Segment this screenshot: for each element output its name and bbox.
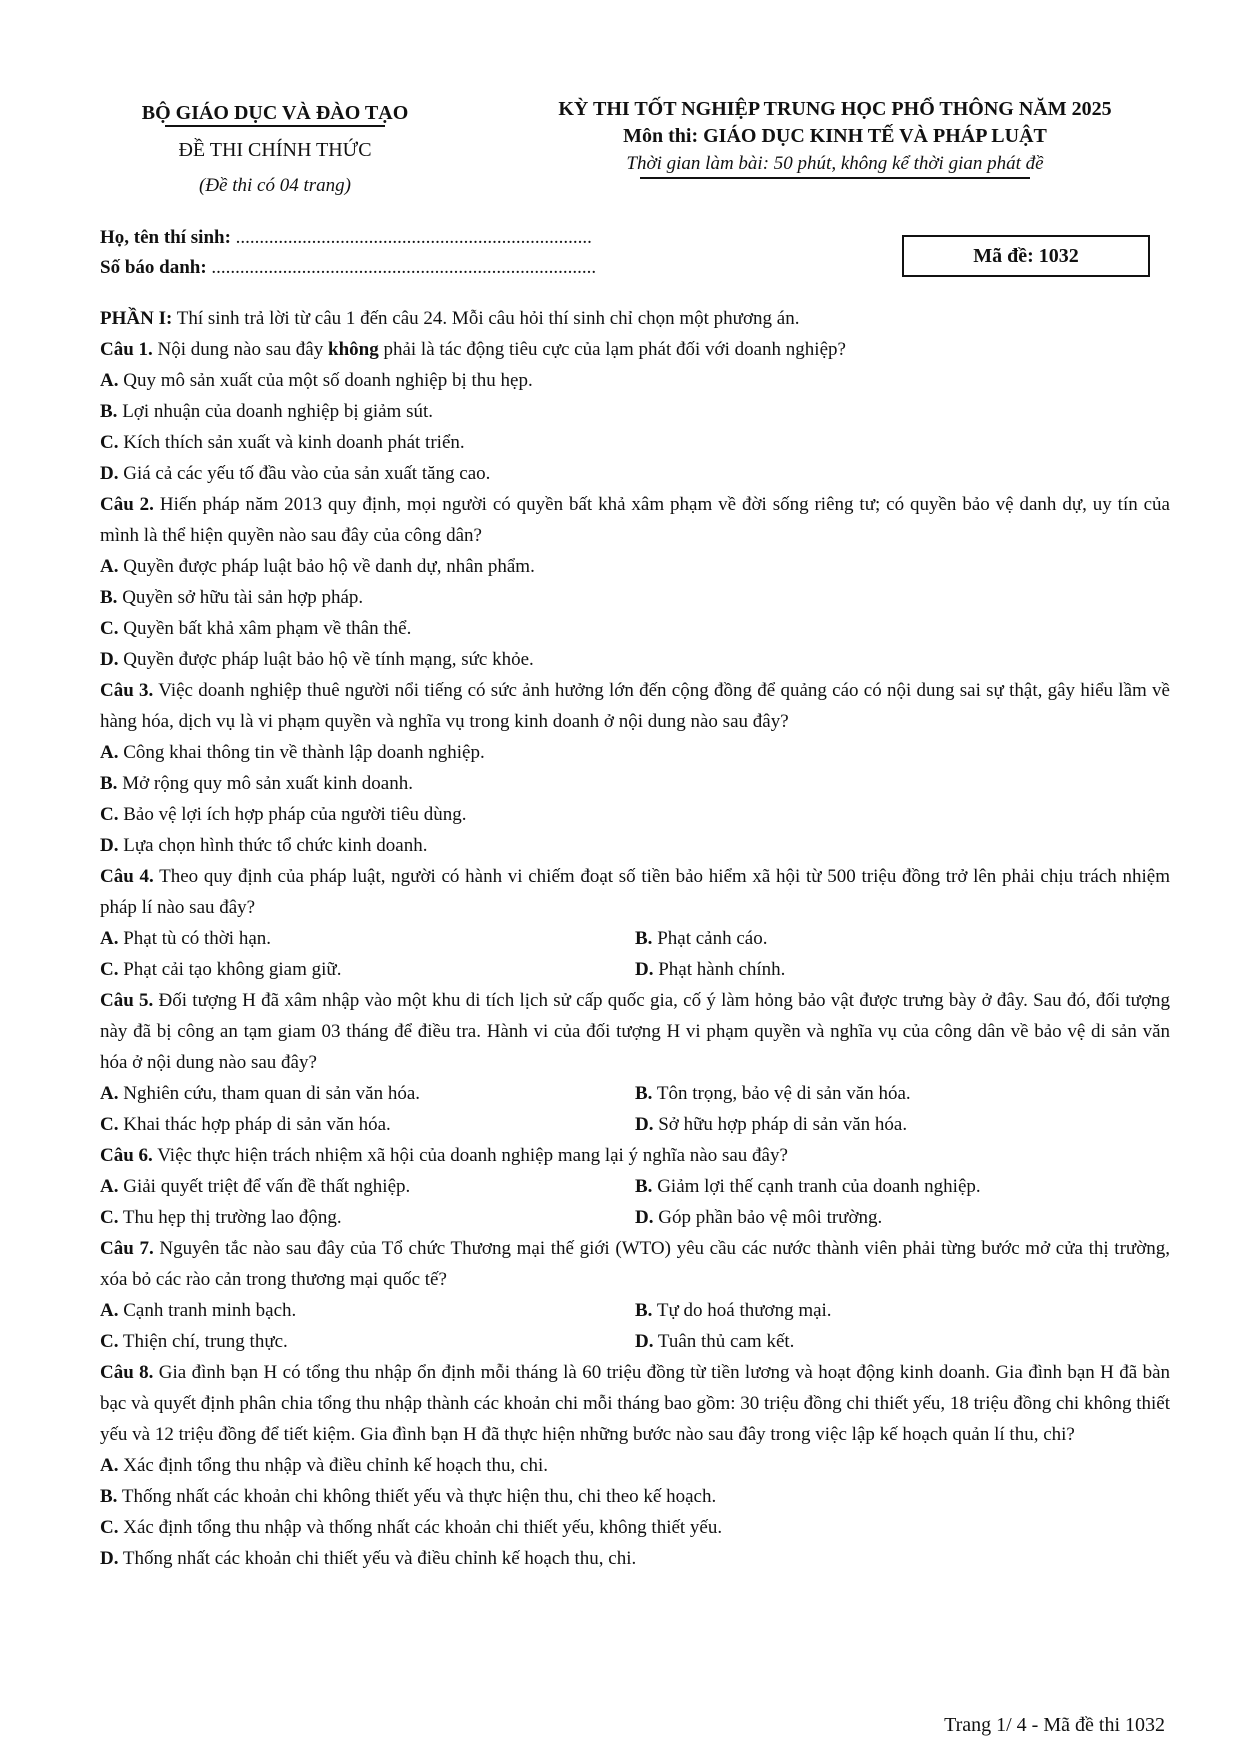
option-text: Xác định tổng thu nhập và điều chỉnh kế hoạch thu, chi. bbox=[123, 1455, 548, 1476]
question-6 bbox=[100, 1140, 1170, 1171]
option-text: Thiện chí, trung thực. bbox=[122, 1331, 288, 1352]
page-count-note: (Đề thi có 04 trang) bbox=[199, 174, 351, 196]
option bbox=[635, 1295, 1170, 1326]
question-label: Câu 2. bbox=[100, 494, 154, 515]
question-text: Gia đình bạn H có tổng thu nhập ổn định mỗi tháng là 60 triệu đồng từ tiền lương và hoạt động kinh doanh. Gia đình bạn H đã bàn bạc và quyết định phân chia tổng thu nhập thành các khoản chi mỗi tháng bao gồm: 30 triệu đồng chi thiết yếu, 18 triệu đồng chi không thiết yếu và 12 triệu đồng để tiết kiệm. Gia đình bạn H đã thực hiện những bước nào sau đây trong việc lập kế hoạch quản lí thu, chi? bbox=[100, 1362, 1170, 1445]
option-text: Giảm lợi thế cạnh tranh của doanh nghiệp. bbox=[657, 1176, 981, 1197]
candidate-id-label: Số báo danh: bbox=[100, 257, 207, 278]
option-row bbox=[100, 1078, 1170, 1109]
option bbox=[100, 396, 1170, 427]
option-letter: B. bbox=[100, 1486, 118, 1507]
option-text: Tự do hoá thương mại. bbox=[656, 1300, 832, 1321]
option-text: Quyền được pháp luật bảo hộ về tính mạng, sức khỏe. bbox=[123, 649, 534, 670]
option-text: Quyền sở hữu tài sản hợp pháp. bbox=[122, 587, 364, 608]
question-text: Nguyên tắc nào sau đây của Tổ chức Thương mại thế giới (WTO) yêu cầu các nước thành viên phải từng bước mở cửa thị trường, xóa bỏ các rào cản trong thương mại quốc tế? bbox=[100, 1238, 1171, 1290]
option-letter: A. bbox=[100, 1176, 119, 1197]
question-label: Câu 6. bbox=[100, 1145, 153, 1166]
question-text: phải là tác động tiêu cực của lạm phát đối với doanh nghiệp? bbox=[383, 339, 846, 360]
question-1 bbox=[100, 334, 1170, 365]
option bbox=[100, 1171, 635, 1202]
option bbox=[100, 551, 1170, 582]
exam-duration: Thời gian làm bài: 50 phút, không kể thời gian phát đề bbox=[626, 153, 1044, 174]
candidate-info bbox=[100, 223, 596, 283]
option bbox=[100, 1326, 635, 1357]
option bbox=[100, 1481, 1170, 1512]
exam-subject: Môn thi: GIÁO DỤC KINH TẾ VÀ PHÁP LUẬT bbox=[623, 125, 1047, 147]
exam-title: KỲ THI TỐT NGHIỆP TRUNG HỌC PHỔ THÔNG NĂM 2025 bbox=[558, 98, 1112, 120]
option-letter: C. bbox=[100, 432, 119, 453]
option-row bbox=[100, 1109, 1170, 1140]
option bbox=[100, 1512, 1170, 1543]
option-text: Nghiên cứu, tham quan di sản văn hóa. bbox=[123, 1083, 421, 1104]
option bbox=[100, 1202, 635, 1233]
option-letter: C. bbox=[100, 959, 119, 980]
option-row bbox=[100, 954, 1170, 985]
question-label: Câu 8. bbox=[100, 1362, 154, 1383]
option-text: Phạt hành chính. bbox=[658, 959, 786, 980]
candidate-name-field: ........................................................................... bbox=[235, 227, 592, 248]
option-text: Góp phần bảo vệ môi trường. bbox=[658, 1207, 883, 1228]
option-text: Tuân thủ cam kết. bbox=[657, 1331, 795, 1352]
option-text: Phạt cảnh cáo. bbox=[657, 928, 768, 949]
option bbox=[100, 644, 1170, 675]
option bbox=[100, 1295, 635, 1326]
option-letter: C. bbox=[100, 1517, 119, 1538]
option-letter: A. bbox=[100, 370, 119, 391]
option-text: Kích thích sản xuất và kinh doanh phát triển. bbox=[123, 432, 465, 453]
option bbox=[635, 1078, 1170, 1109]
header-left bbox=[100, 96, 450, 203]
option-text: Phạt cải tạo không giam giữ. bbox=[123, 959, 342, 980]
option bbox=[100, 365, 1170, 396]
option-text: Xác định tổng thu nhập và thống nhất các khoản chi thiết yếu, không thiết yếu. bbox=[123, 1517, 723, 1538]
question-emphasis: không bbox=[328, 339, 379, 360]
option bbox=[635, 923, 1170, 954]
candidate-name-label: Họ, tên thí sinh: bbox=[100, 227, 231, 248]
option bbox=[635, 954, 1170, 985]
candidate-name-row bbox=[100, 223, 596, 253]
option-letter: B. bbox=[100, 401, 118, 422]
option bbox=[635, 1109, 1170, 1140]
option bbox=[100, 923, 635, 954]
option-letter: A. bbox=[100, 928, 119, 949]
part-text: Thí sinh trả lời từ câu 1 đến câu 24. Mỗi câu hỏi thí sinh chỉ chọn một phương án. bbox=[176, 308, 800, 329]
option-text: Giải quyết triệt để vấn đề thất nghiệp. bbox=[123, 1176, 411, 1197]
option-row bbox=[100, 1202, 1170, 1233]
option-letter: C. bbox=[100, 1114, 119, 1135]
option-letter: B. bbox=[100, 773, 118, 794]
question-text: Hiến pháp năm 2013 quy định, mọi người có quyền bất khả xâm phạm về đời sống riêng tư; có quyền bảo vệ danh dự, uy tín của mình là thể hiện quyền nào sau đây của công dân? bbox=[100, 494, 1170, 546]
option-text: Lựa chọn hình thức tổ chức kinh doanh. bbox=[123, 835, 428, 856]
option bbox=[635, 1326, 1170, 1357]
option-text: Lợi nhuận của doanh nghiệp bị giảm sút. bbox=[122, 401, 434, 422]
option-row bbox=[100, 1295, 1170, 1326]
option bbox=[100, 1543, 1170, 1574]
option-text: Sở hữu hợp pháp di sản văn hóa. bbox=[658, 1114, 908, 1135]
question-3 bbox=[100, 675, 1170, 737]
option-letter: D. bbox=[635, 1207, 654, 1228]
option-letter: D. bbox=[100, 463, 119, 484]
option-letter: A. bbox=[100, 1083, 119, 1104]
option bbox=[100, 830, 1170, 861]
option-letter: C. bbox=[100, 618, 119, 639]
option-text: Quy mô sản xuất của một số doanh nghiệp bị thu hẹp. bbox=[123, 370, 533, 391]
option-letter: B. bbox=[635, 928, 653, 949]
question-5 bbox=[100, 985, 1170, 1078]
option bbox=[635, 1171, 1170, 1202]
option-text: Khai thác hợp pháp di sản văn hóa. bbox=[123, 1114, 391, 1135]
option-letter: D. bbox=[100, 649, 119, 670]
question-8 bbox=[100, 1357, 1170, 1450]
question-label: Câu 4. bbox=[100, 866, 154, 887]
option-text: Thu hẹp thị trường lao động. bbox=[122, 1207, 342, 1228]
option-letter: D. bbox=[635, 1114, 654, 1135]
question-4 bbox=[100, 861, 1170, 923]
question-label: Câu 7. bbox=[100, 1238, 154, 1259]
option-text: Công khai thông tin về thành lập doanh nghiệp. bbox=[123, 742, 485, 763]
option-letter: B. bbox=[635, 1300, 653, 1321]
part-label: PHẦN I: bbox=[100, 308, 173, 329]
option-letter: C. bbox=[100, 1207, 119, 1228]
option-text: Cạnh tranh minh bạch. bbox=[123, 1300, 297, 1321]
question-text: Theo quy định của pháp luật, người có hành vi chiếm đoạt số tiền bảo hiểm xã hội từ 500 triệu đồng trở lên phải chịu trách nhiệm pháp lí nào sau đây? bbox=[100, 866, 1170, 918]
option-letter: D. bbox=[100, 835, 119, 856]
question-text: Việc doanh nghiệp thuê người nổi tiếng có sức ảnh hưởng lớn đến cộng đồng để quảng cáo có nội dung sai sự thật, gây hiểu lầm về hàng hóa, dịch vụ là vi phạm quyền và nghĩa vụ trong kinh doanh ở nội dung nào sau đây? bbox=[100, 680, 1170, 732]
option-text: Quyền bất khả xâm phạm về thân thể. bbox=[123, 618, 412, 639]
option-letter: B. bbox=[635, 1176, 653, 1197]
question-7 bbox=[100, 1233, 1170, 1295]
option bbox=[100, 1109, 635, 1140]
option bbox=[100, 737, 1170, 768]
option-letter: B. bbox=[635, 1083, 653, 1104]
option-row bbox=[100, 1326, 1170, 1357]
option bbox=[100, 427, 1170, 458]
option-text: Quyền được pháp luật bảo hộ về danh dự, nhân phẩm. bbox=[123, 556, 535, 577]
exam-code-box: Mã đề: 1032 bbox=[902, 235, 1150, 277]
option-text: Mở rộng quy mô sản xuất kinh doanh. bbox=[122, 773, 413, 794]
option-text: Tôn trọng, bảo vệ di sản văn hóa. bbox=[656, 1083, 911, 1104]
question-text: Đối tượng H đã xâm nhập vào một khu di tích lịch sử cấp quốc gia, cố ý làm hỏng bảo vật được trưng bày ở đây. Sau đó, đối tượng này đã bị công an tạm giam 03 tháng để điều tra. Hành vi của đối tượng H vi phạm quyền và nghĩa vụ của công dân về bảo vệ di sản văn hóa ở nội dung nào sau đây? bbox=[100, 990, 1170, 1073]
option bbox=[100, 1078, 635, 1109]
question-label: Câu 5. bbox=[100, 990, 154, 1011]
option-letter: D. bbox=[635, 959, 654, 980]
option-row bbox=[100, 1171, 1170, 1202]
option bbox=[100, 582, 1170, 613]
option-letter: A. bbox=[100, 556, 119, 577]
ministry-name: BỘ GIÁO DỤC VÀ ĐÀO TẠO bbox=[141, 102, 409, 124]
option bbox=[100, 768, 1170, 799]
question-text: Việc thực hiện trách nhiệm xã hội của doanh nghiệp mang lại ý nghĩa nào sau đây? bbox=[157, 1145, 788, 1166]
option-letter: A. bbox=[100, 1300, 119, 1321]
question-label: Câu 3. bbox=[100, 680, 154, 701]
option-text: Bảo vệ lợi ích hợp pháp của người tiêu dùng. bbox=[123, 804, 467, 825]
option-letter: D. bbox=[635, 1331, 654, 1352]
option-letter: D. bbox=[100, 1548, 119, 1569]
option-text: Thống nhất các khoản chi thiết yếu và điều chỉnh kế hoạch thu, chi. bbox=[122, 1548, 637, 1569]
exam-content bbox=[100, 303, 1170, 1574]
candidate-id-row bbox=[100, 253, 596, 283]
page-footer: Trang 1/ 4 - Mã đề thi 1032 bbox=[944, 1714, 1165, 1736]
exam-type: ĐỀ THI CHÍNH THỨC bbox=[178, 138, 372, 161]
option bbox=[100, 458, 1170, 489]
part-instruction bbox=[100, 303, 1170, 334]
option-text: Phạt tù có thời hạn. bbox=[123, 928, 272, 949]
header-right bbox=[495, 96, 1175, 179]
option bbox=[100, 799, 1170, 830]
option-row bbox=[100, 923, 1170, 954]
question-label: Câu 1. bbox=[100, 339, 153, 360]
question-2 bbox=[100, 489, 1170, 551]
option-text: Thống nhất các khoản chi không thiết yếu và thực hiện thu, chi theo kế hoạch. bbox=[121, 1486, 717, 1507]
option-letter: A. bbox=[100, 1455, 119, 1476]
option-text: Giá cả các yếu tố đầu vào của sản xuất tăng cao. bbox=[123, 463, 491, 484]
option bbox=[100, 1450, 1170, 1481]
option-letter: C. bbox=[100, 804, 119, 825]
candidate-id-field: ................................................................................. bbox=[211, 257, 597, 278]
option bbox=[100, 954, 635, 985]
question-text: Nội dung nào sau đây bbox=[157, 339, 324, 360]
duration-underline bbox=[640, 177, 1030, 179]
option-letter: B. bbox=[100, 587, 118, 608]
option-letter: C. bbox=[100, 1331, 119, 1352]
option bbox=[635, 1202, 1170, 1233]
option bbox=[100, 613, 1170, 644]
option-letter: A. bbox=[100, 742, 119, 763]
